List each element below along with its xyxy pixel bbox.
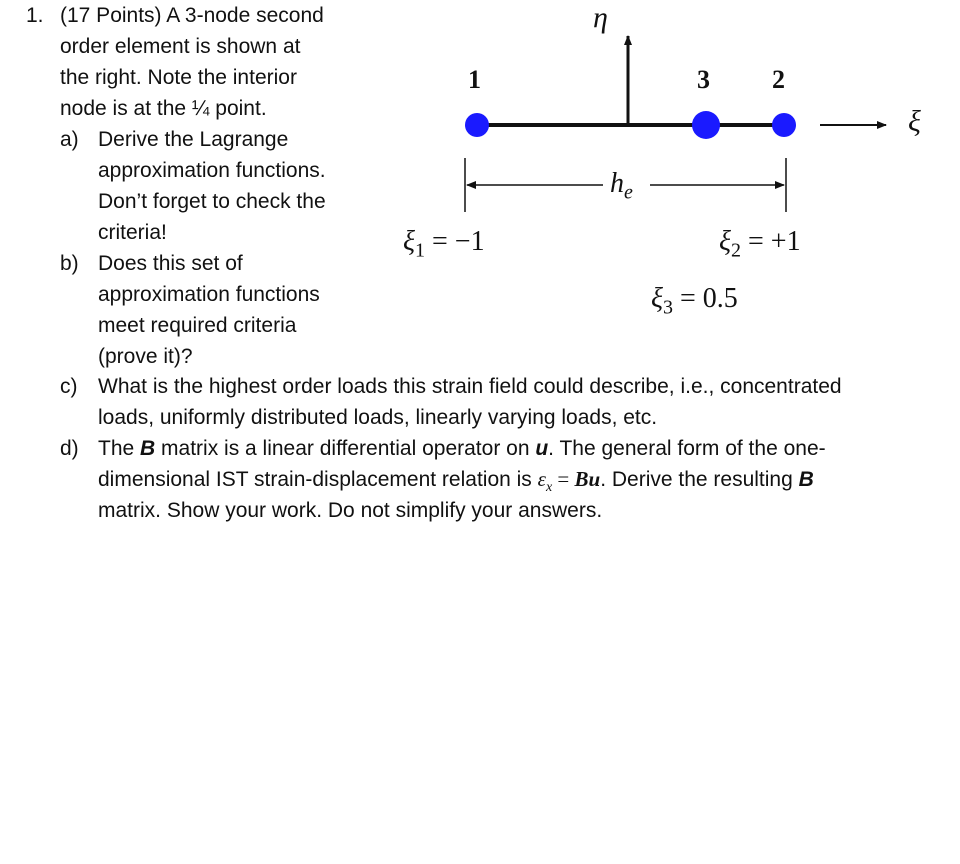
part-c-line-2: loads, uniformly distributed loads, linearly varying loads, etc.	[98, 406, 658, 429]
xi2-value: $\xi_2 = +1$	[719, 226, 801, 262]
intro-line-1: (17 Points) A 3-node second	[60, 4, 324, 27]
part-c-label: c)	[60, 375, 78, 398]
part-d-line-3: matrix. Show your work. Do not simplify your answers.	[98, 499, 603, 522]
intro-line-3: the right. Note the interior	[60, 66, 297, 89]
part-a-line-4: criteria!	[98, 221, 167, 244]
part-b-label: b)	[60, 252, 79, 275]
part-c-line-1: What is the highest order loads this strain field could describe, i.e., concentrated	[98, 375, 842, 398]
part-b-line-2: approximation functions	[98, 283, 320, 306]
element-length-label: $h_e$	[610, 168, 633, 204]
u-symbol: u	[535, 437, 549, 460]
eta-label: η	[593, 1, 608, 34]
xi-axis-label: ξ	[908, 105, 921, 138]
xi1-value: $\xi_1 = -1$	[403, 226, 485, 262]
node-label-2: 2	[772, 65, 785, 94]
part-a-line-2: approximation functions.	[98, 159, 326, 182]
problem-number: 1.	[26, 4, 44, 27]
part-b-line-1: Does this set of	[98, 252, 243, 275]
intro-line-2: order element is shown at	[60, 35, 301, 58]
part-b-line-3: meet required criteria	[98, 314, 297, 337]
part-b-line-4: (prove it)?	[98, 345, 193, 368]
node-label-1: 1	[468, 65, 481, 94]
node-2	[772, 113, 796, 137]
part-a-line-1: Derive the Lagrange	[98, 128, 289, 151]
node-label-3: 3	[697, 65, 710, 94]
part-a-label: a)	[60, 128, 79, 151]
part-d-line-2: dimensional IST strain-displacement relation is $\varepsilon_x = Bu$. Derive the resulting B	[98, 467, 814, 496]
b-matrix-symbol: B	[140, 437, 156, 460]
xi3-value: $\xi_3 = 0.5$	[651, 283, 738, 319]
intro-line-4: node is at the ¼ point.	[60, 97, 267, 120]
part-a-line-3: Don’t forget to check the	[98, 190, 326, 213]
node-1	[465, 113, 489, 137]
part-d-line-1: The B matrix is a linear differential operator on u. The general form of the one-	[98, 437, 826, 460]
node-3	[692, 111, 720, 139]
part-d-label: d)	[60, 437, 79, 460]
